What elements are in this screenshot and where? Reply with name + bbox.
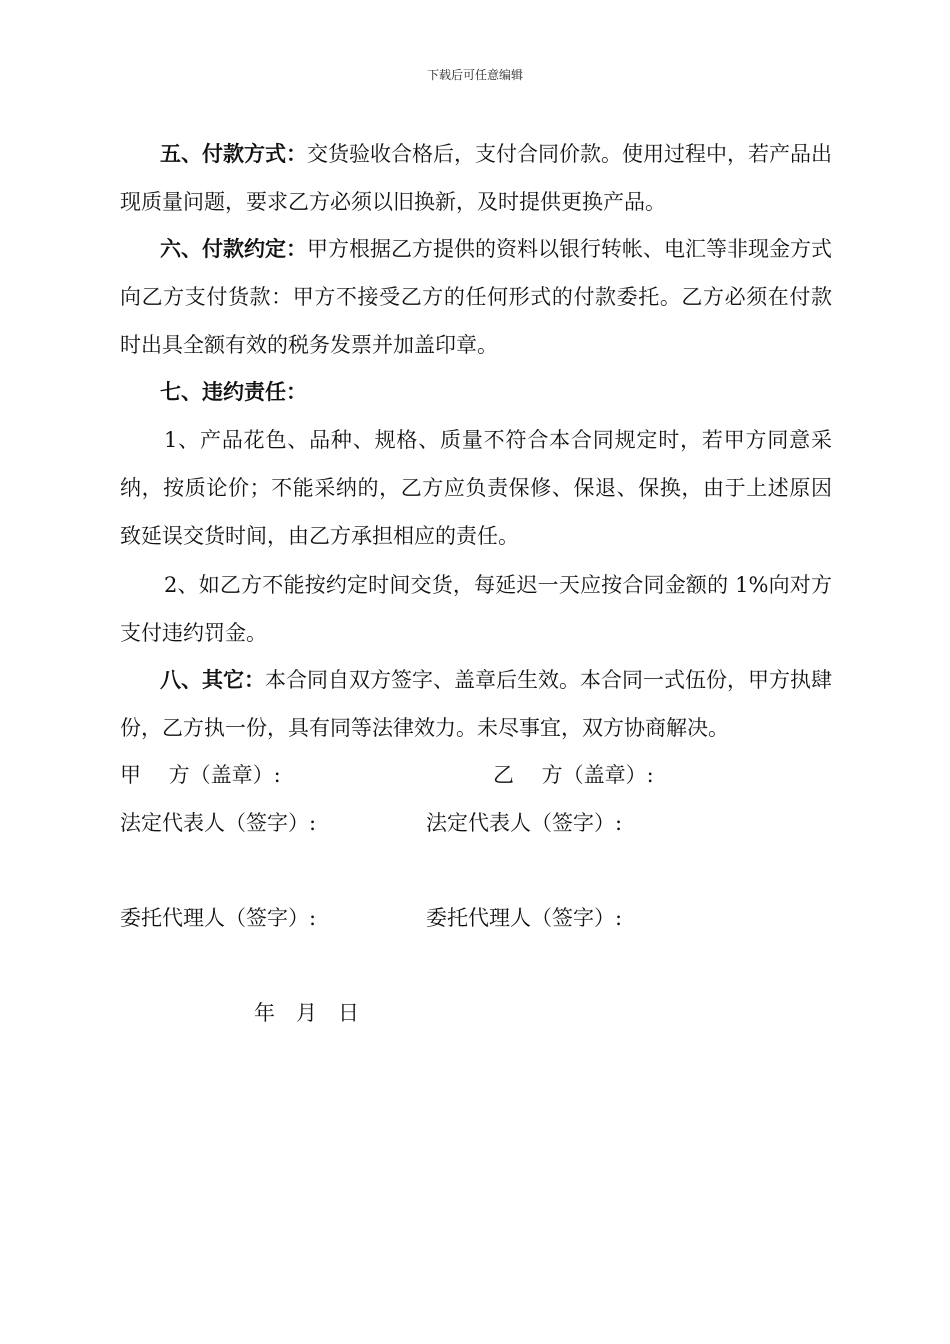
section-breach-heading	[120, 368, 832, 416]
section-heading: 八、其它：	[160, 667, 265, 692]
section-other	[120, 656, 832, 752]
section-heading: 五、付款方式：	[160, 141, 307, 166]
page-header: 下载后可任意编辑	[426, 68, 523, 82]
party-b-representative-label: 法定代表人（签字）:	[426, 811, 623, 835]
section-heading: 七、违约责任：	[160, 379, 307, 404]
party-a-seal-label: 甲 方（盖章）:	[120, 763, 281, 787]
section-text: 本合同自双方签字、盖章后生效。本合同一式伍份，甲方执肆份，乙方执一份，具有同等法律效力。未尽事宜，双方协商解决。	[120, 668, 832, 740]
section-text: 甲方根据乙方提供的资料以银行转帐、电汇等非现金方式向乙方支付货款：甲方不接受乙方的任何形式的付款委托。乙方必须在付款时出具全额有效的税务发票并加盖印章。	[120, 237, 832, 357]
party-a-representative-label: 法定代表人（签字）:	[120, 811, 317, 835]
section-text: 交货验收合格后，支付合同价款。使用过程中，若产品出现质量问题，要求乙方必须以旧换新，及时提供更换产品。	[120, 142, 832, 214]
section-payment-terms	[120, 225, 832, 369]
section-heading: 六、付款约定：	[160, 236, 307, 261]
section-payment-method	[120, 130, 832, 226]
party-a-agent-label: 委托代理人（签字）:	[120, 906, 317, 930]
party-b-seal-label: 乙 方（盖章）:	[493, 763, 654, 787]
party-b-agent-label: 委托代理人（签字）:	[426, 906, 623, 930]
date-line: 年 月 日	[254, 1001, 359, 1025]
breach-item-1: 1、产品花色、品种、规格、质量不符合本合同规定时，若甲方同意采纳，按质论价；不能采纳的，乙方应负责保修、保退、保换，由于上述原因致延误交货时间，由乙方承担相应的责任。	[120, 428, 832, 548]
breach-item-2: 2、如乙方不能按约定时间交货，每延迟一天应按合同金额的 1%向对方支付违约罚金。	[120, 573, 832, 645]
